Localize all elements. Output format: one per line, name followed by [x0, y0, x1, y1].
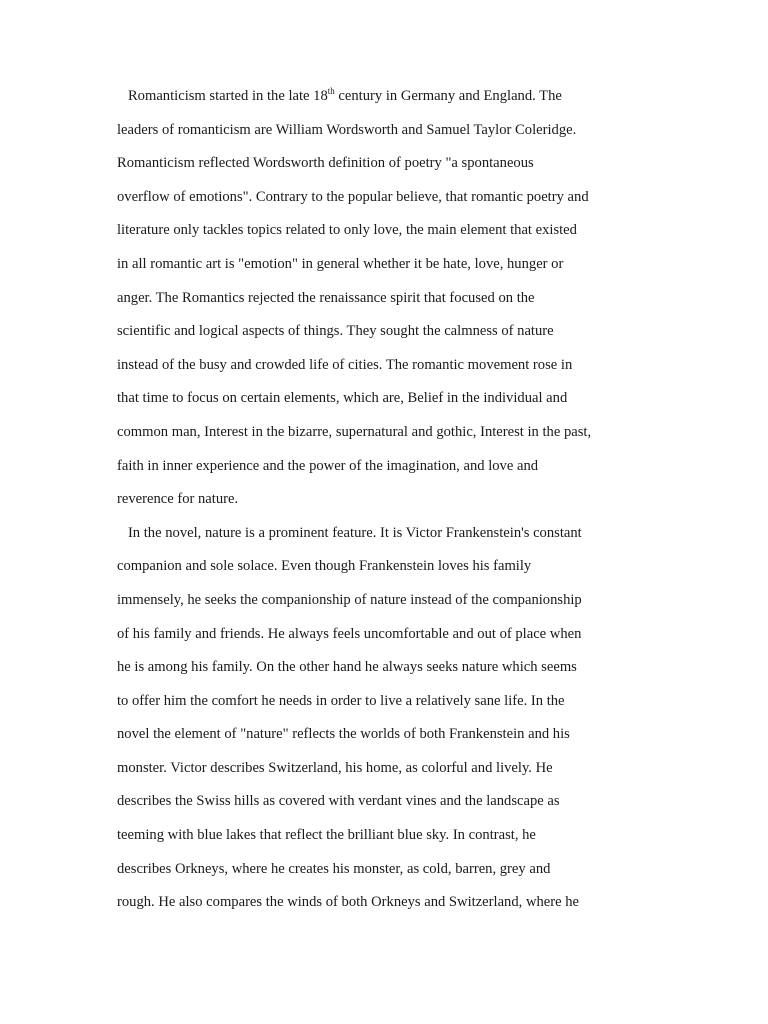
text-line: describes Orkneys, where he creates his monster, as cold, barren, grey and: [117, 860, 551, 877]
text-segment: Romanticism started in the late 18: [117, 88, 328, 104]
text-line: instead of the busy and crowded life of cities. The romantic movement rose in: [117, 356, 573, 373]
text-segment: century in Germany and England. The: [334, 88, 562, 104]
text-line: monster. Victor describes Switzerland, his home, as colorful and lively. He: [117, 759, 553, 776]
text-line: describes the Swiss hills as covered with verdant vines and the landscape as: [117, 793, 560, 810]
text-line: in all romantic art is "emotion" in general whether it be hate, love, hunger or: [117, 255, 564, 272]
text-line: scientific and logical aspects of things. They sought the calmness of nature: [117, 323, 554, 340]
text-line: novel the element of "nature" reflects the worlds of both Frankenstein and his: [117, 726, 570, 743]
superscript-text: th: [327, 86, 335, 96]
text-line: literature only tackles topics related to only love, the main element that existed: [117, 222, 577, 239]
text-line: faith in inner experience and the power of the imagination, and love and: [117, 457, 539, 474]
document-body: [117, 84, 637, 924]
text-line: that time to focus on certain elements, which are, Belief in the individual and: [117, 390, 568, 407]
text-line: he is among his family. On the other hand he always seeks nature which seems: [117, 659, 577, 676]
text-line: In the novel, nature is a prominent feature. It is Victor Frankenstein's constant: [117, 524, 582, 541]
text-line: leaders of romanticism are William Wordsworth and Samuel Taylor Coleridge.: [117, 121, 577, 138]
text-line: companion and sole solace. Even though Frankenstein loves his family: [117, 558, 532, 575]
text-line: [117, 84, 637, 118]
text-line: teeming with blue lakes that reflect the brilliant blue sky. In contrast, he: [117, 827, 536, 844]
text-line: to offer him the comfort he needs in order to live a relatively sane life. In the: [117, 692, 565, 709]
text-line: common man, Interest in the bizarre, supernatural and gothic, Interest in the past,: [117, 423, 592, 440]
text-line: overflow of emotions". Contrary to the popular believe, that romantic poetry and: [117, 188, 589, 205]
text-line: rough. He also compares the winds of both Orkneys and Switzerland, where he: [117, 894, 580, 911]
text-line: of his family and friends. He always feels uncomfortable and out of place when: [117, 625, 582, 642]
text-line: immensely, he seeks the companionship of nature instead of the companionship: [117, 591, 582, 608]
text-line: anger. The Romantics rejected the renaissance spirit that focused on the: [117, 289, 535, 306]
text-line: reverence for nature.: [117, 491, 239, 508]
text-line: Romanticism reflected Wordsworth definition of poetry "a spontaneous: [117, 155, 534, 172]
